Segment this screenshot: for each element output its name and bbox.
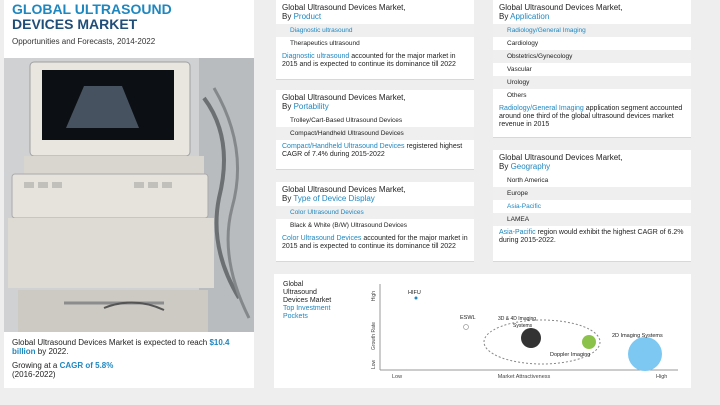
segment-item: Asia-Pacific [507,203,541,210]
note-highlight: Color Ultrasound Devices [282,235,362,242]
segment-list [276,114,474,140]
pockets-title-line: Global [283,281,304,288]
segment-item: Trolley/Cart-Based Ultrasound Devices [290,117,403,124]
card-title [493,0,691,21]
segment-item: Compact/Handheld Ultrasound Devices [276,127,474,140]
card-title-text: Global Ultrasound Devices Market, [499,3,623,12]
segment-note [276,140,474,162]
segment-list [276,24,474,50]
fact1-text: Global Ultrasound Devices Market is expected to reach [12,338,210,347]
card-category: Portability [293,102,329,111]
card-by: By [282,194,294,203]
title-part1: GLOBAL [12,1,75,17]
segment-item: Color Ultrasound Devices [276,206,474,219]
market-size-fact [12,338,248,356]
note-highlight: Compact/Handheld Ultrasound Devices [282,143,405,150]
segment-list [493,174,691,226]
segment-item: Urology [493,76,691,89]
ultrasound-machine-photo [4,58,254,332]
title-line2: DEVICES MARKET [12,16,138,32]
card-title [276,182,474,203]
card-by: By [499,162,511,171]
segment-item: Europe [493,187,691,200]
segment-list [493,24,691,102]
segment-note [276,50,474,72]
bubble-label-2d: 2D Imaging Systems [612,333,663,339]
segment-note [276,232,474,254]
pockets-title-accent: Pockets [283,313,308,320]
note-text: accounted for the major market in 2015 and is expected to continue its dominance till 2022 [282,235,468,250]
card-by: By [282,12,294,21]
segment-item: Vascular [507,66,532,73]
bubble-label-hifu: HIFU [408,290,421,296]
fact2-period: (2016-2022) [12,370,56,379]
segment-card-product [276,0,474,80]
y-high-label: High [371,291,377,302]
page-subtitle: Opportunities and Forecasts, 2014-2022 [12,37,156,46]
segment-note [493,102,691,132]
note-text: application segment accounted around one third of the global ultrasound devices market revenue in 2015 [499,105,683,128]
y-axis-label: Growth Rate [371,321,377,351]
segment-item: Radiology/General Imaging [493,24,691,37]
card-category: Geography [510,162,551,171]
y-low-label: Low [371,359,377,369]
x-high-label: High [656,374,668,380]
note-highlight: Radiology/General Imaging [499,105,584,112]
card-title-text: Global Ultrasound Devices Market, [499,153,623,162]
note-highlight: Asia-Pacific [499,229,536,236]
note-text: accounted for the major market in 2015 and is expected to continue its dominance till 2022 [282,53,456,68]
segment-card-portability [276,90,474,170]
segment-item: North America [507,177,549,184]
segment-card-application [493,0,691,138]
pockets-title-accent: Top Investment [283,305,331,312]
pockets-title-line: Ultrasound [283,289,317,296]
card-category: Type of Device Display [293,194,375,203]
pockets-title-line: Devices Market [283,297,332,304]
note-highlight: Diagnostic ultrasound [282,53,350,60]
hero-panel [4,0,254,388]
bubble-label-eswl: ESWL [460,315,476,321]
segment-card-display [276,182,474,262]
key-facts [12,338,248,384]
card-title [276,90,474,111]
cagr-value: CAGR of 5.8% [59,361,114,370]
note-text: registered highest CAGR of 7.4% during 2015-2022 [282,143,463,158]
title-part2: ULTRASOUND [74,1,172,17]
segment-note [493,226,691,248]
investment-pockets-panel [274,274,691,388]
bubble-doppler-imaging [582,335,596,349]
segment-card-geography [493,150,691,262]
card-by: By [499,12,511,21]
segment-item: Diagnostic ultrasound [276,24,474,37]
segment-item: Therapeutics ultrasound [290,40,360,47]
fact2-text: Growing at a [12,361,60,370]
card-title [276,0,474,21]
bubble-3d-4d-imaging [521,328,541,348]
segment-item: LAMEA [493,213,691,226]
segment-list [276,206,474,232]
card-category: Application [510,12,550,21]
card-title [493,150,691,171]
segment-item: Cardiology [507,40,539,47]
segment-item: Black & White (B/W) Ultrasound Devices [290,222,408,229]
x-axis-label: Market Attractiveness [497,374,551,380]
page-title [12,2,172,32]
x-low-label: Low [392,374,403,380]
bubble-2d-imaging [628,337,662,371]
market-size-value: $10.4 billion [12,338,230,356]
card-title-text: Global Ultrasound Devices Market, [282,3,406,12]
bubble-label-3d-4d-line2: Systems [513,323,533,329]
card-category: Product [293,12,322,21]
card-title-text: Global Ultrasound Devices Market, [282,93,406,102]
fact1-tail: by 2022. [35,347,69,356]
bubble-hifu [415,297,418,300]
bubble-eswl [464,325,469,330]
bubble-label-doppler: Doppler Imaging [550,352,591,358]
note-text: region would exhibit the highest CAGR of 6.2% during 2015-2022. [499,229,684,244]
segment-item: Others [507,92,527,99]
card-title-text: Global Ultrasound Devices Market, [282,185,406,194]
card-by: By [282,102,294,111]
cagr-fact [12,361,248,379]
segment-item: Obstetrics/Gynecology [493,50,691,63]
bubble-chart [274,274,691,388]
bubble-label-3d-4d-line1: 3D & 4D Imaging [498,316,537,322]
